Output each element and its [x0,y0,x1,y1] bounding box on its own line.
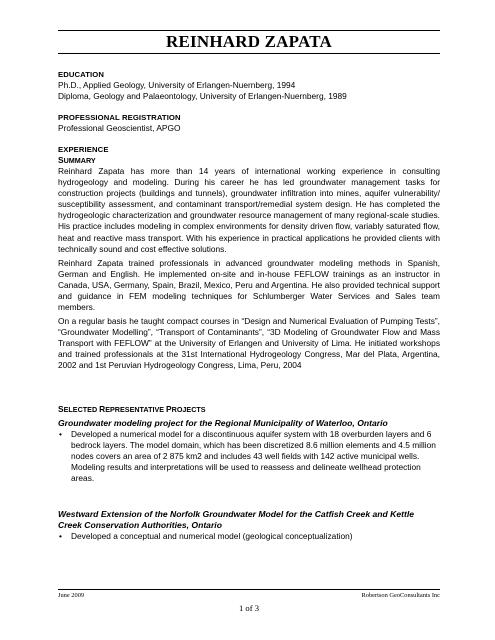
summary-paragraph: On a regular basis he taught compact courses in “Design and Numerical Evaluation of Pumping Tests”, “Groundwater Modelling”, “Transport of Contaminants”, “3D Modeling of Groundwater Flow and Mass Transport with FEFLOW” at the University of Erlangen and University of Lima. He initiated workshops and trained professionals at the 31st International Hydrogeology Congress, Mar del Plata, Argentina, 2002 and 1st Peruvian Hydrogeology Congress, Lima, Peru, 2004 [58,316,440,371]
page-number: 1 of 3 [238,603,260,613]
projects-heading: SELECTED REPRESENTATIVE PROJECTS [58,404,206,414]
person-name: REINHARD ZAPATA [166,32,332,51]
top-rule [58,30,440,31]
education-line: Diploma, Geology and Palaeontology, University of Erlangen-Nuernberg, 1989 [58,91,347,102]
education-line: Ph.D., Applied Geology, University of Erlangen-Nuernberg, 1994 [58,80,296,91]
project-title: Westward Extension of the Norfolk Groundwater Model for the Catfish Creek and Kettle Creek Conservation Authorities, Ontario [58,509,415,530]
summary-heading: SUMMARY [58,155,96,166]
education-heading: EDUCATION [58,70,105,79]
project-item [58,418,440,484]
registration-heading: PROFESSIONAL REGISTRATION [58,113,181,122]
bullet-icon: • [59,429,62,439]
summary-paragraph: Reinhard Zapata trained professionals in advanced groundwater modeling methods in Spanish, German and English. He implemented on-site and in-house FEFLOW trainings as an instructor in Canada, USA, Germany, Spain, Brazil, Mexico, Peru and Argentina. He also provided technical support and guidance in FEM modeling techniques for Schlumberger Water Services and Sales team members. [58,258,440,313]
footer-company: Robertson GeoConsultants Inc [361,592,440,599]
list-item [58,531,440,542]
project-title: Groundwater modeling project for the Regional Municipality of Waterloo, Ontario [58,418,388,428]
education-section [58,69,440,102]
footer-rule [58,589,440,590]
registration-section [58,112,440,134]
summary-paragraph: Reinhard Zapata has more than 14 years of international working experience in consulting hydrogeology and modeling. During his career he has led groundwater management tasks for construction projects (buildings and tunnels), groundwater infiltration into mines, aquifer vulnerability/ susceptibility assessment, and contaminant transport/remedial system design. He has completed the hydrogeologic characterization and groundwater resource management of many regional-scale studies. His practice includes modeling in complex environments for density driven flow, variably saturated flow, heat and reactive mass transport. With his experience in practical applications he provided clients with technically sound and cost effective solutions. [58,166,440,254]
bullet-icon: • [59,531,62,541]
project-bullet-text: Developed a numerical model for a discontinuous aquifer system with 18 overburden layers and 6 bedrock layers. The model domain, which has been discretized 8.6 million elements and 4.5 million nodes covers an area of 2 875 km2 and includes 43 well fields with 142 active municipal wells. Modeling results and interpretations will be used to reassess and delineate wellhead protection areas. [71,429,436,484]
experience-heading: EXPERIENCE [58,145,109,154]
experience-section [58,144,440,166]
list-item [58,429,440,484]
project-bullet-text: Developed a conceptual and numerical model (geological conceptualization) [71,531,353,541]
footer-date: June 2009 [58,592,85,599]
project-item [58,509,440,542]
name-rule [58,53,440,54]
registration-line: Professional Geoscientist, APGO [58,123,181,134]
